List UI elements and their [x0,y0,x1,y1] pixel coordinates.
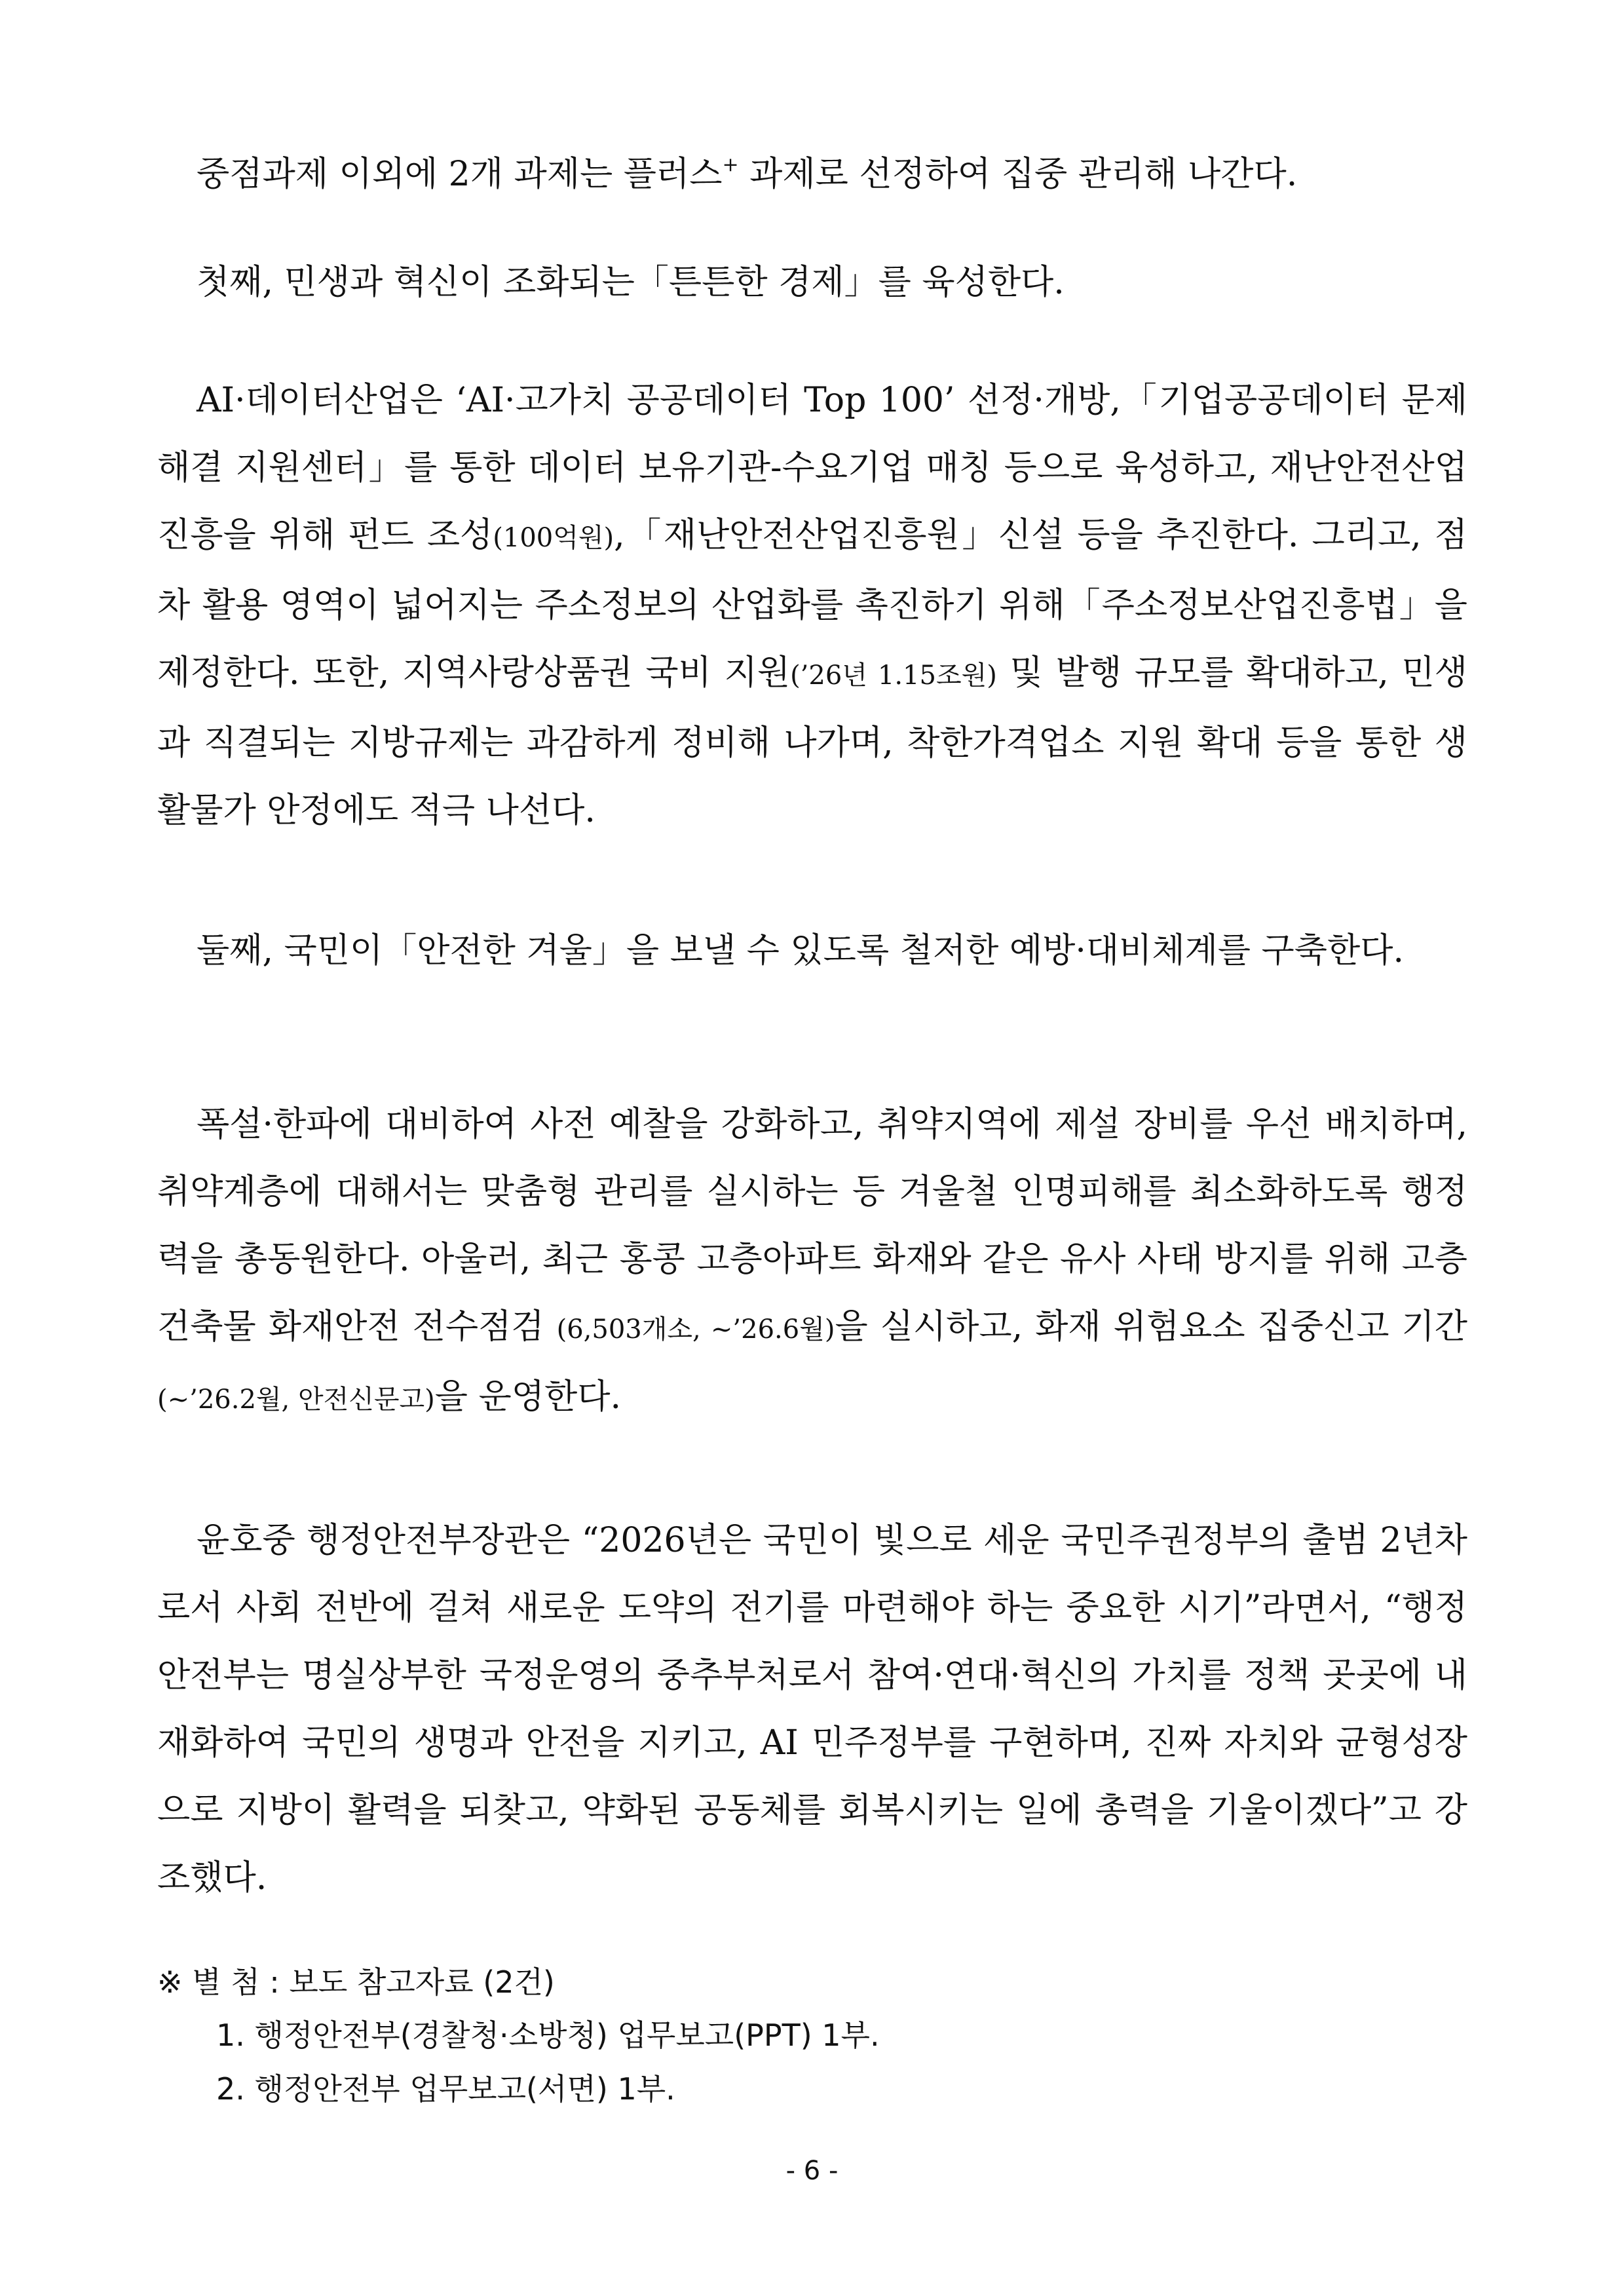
paragraph-text: 및 발행 규모를 확대하고, 민생과 직결되는 지방규제는 과감하게 정비해 나가며, 착한가격업소 지원 확대 등을 통한 생활물가 안정에도 적극 나선다. [157,653,1467,830]
paragraph-note: (100억원) [493,523,614,553]
paragraph-note: (~’26.2월, 안전신문고) [157,1385,435,1415]
paragraph-text: 을 운영한다. [434,1377,622,1417]
paragraph-first-economy: 첫째, 민생과 혁신이 조화되는「튼튼한 경제」를 육성한다. [197,263,1065,302]
paragraph-plus-tasks [157,141,1467,208]
attachments-list [216,2008,880,2116]
paragraph-text: ,「재난안전산업진흥원」신설 등을 추진한다. 그리고, 점차 활용 영역이 넓어지는 주소정보의 산업화를 촉진하기 위해「주소정보산업진흥법」을 제정한다. 또한, 지역사랑상품권 국비 지원 [157,516,1468,693]
paragraph-winter-safety [157,1091,1467,1434]
attachment-item: 1. 행정안전부(경찰청·소방청) 업무보고(PPT) 1부. [216,2018,880,2053]
paragraph-text: 을 실시하고, 화재 위험요소 집중신고 기간 [835,1307,1467,1347]
paragraph-second-winter: 둘째, 국민이「안전한 겨울」을 보낼 수 있도록 철저한 예방·대비체계를 구축한다. [197,931,1405,970]
paragraph-minister-quote: 윤호중 행정안전부장관은 “2026년은 국민이 빛으로 세운 국민주권정부의 출범 2년차로서 사회 전반에 걸쳐 새로운 도약의 전기를 마련해야 하는 중요한 시기”라면서, “행정안전부는 명실상부한 국정운영의 중추부처로서 참여·연대·혁신의 가치를 정책 곳곳에 내재화하여 국민의 생명과 안전을 지키고, AI 민주정부를 구현하며, 진짜 자치와 균형성장으로 지방이 활력을 되찾고, 약화된 공동체를 회복시키는 일에 총력을 기울이겠다”고 강조했다. [157,1521,1467,1898]
attachments-heading: ※ 별 첨 : 보도 참고자료 (2건) [157,1964,555,2000]
paragraph-ai-data-industry [157,367,1467,845]
paragraph-note: (6,503개소, ~’26.6월) [556,1314,835,1345]
paragraph-note: (’26년 1.15조원) [790,660,997,691]
paragraph-text: AI·데이터산업은 ‘AI·고가치 공공데이터 Top 100’ 선정·개방,「기업공공데이터 문제해결 지원센터」를 통한 데이터 보유기관-수요기업 매칭 등으로 육성하고, 재난안전산업 진흥을 위해 펀드 조성 [157,381,1467,555]
page-number: - 6 - [785,2156,839,2186]
paragraph-text: 폭설·한파에 대비하여 사전 예찰을 강화하고, 취약지역에 제설 장비를 우선 배치하며, 취약계층에 대해서는 맞춤형 관리를 실시하는 등 겨울철 인명피해를 최소화하도록 행정력을 총동원한다. 아울러, 최근 홍콩 고층아파트 화재와 같은 유사 사태 방지를 위해 고층건축물 화재안전 전수점검 [157,1105,1467,1347]
paragraph-text: 과제로 선정하여 집중 관리해 나간다. [738,155,1298,194]
paragraph-text: 중점과제 이외에 2개 과제는 플러스 [197,155,723,194]
plus-superscript: + [722,153,739,176]
attachment-item: 2. 행정안전부 업무보고(서면) 1부. [216,2071,675,2107]
